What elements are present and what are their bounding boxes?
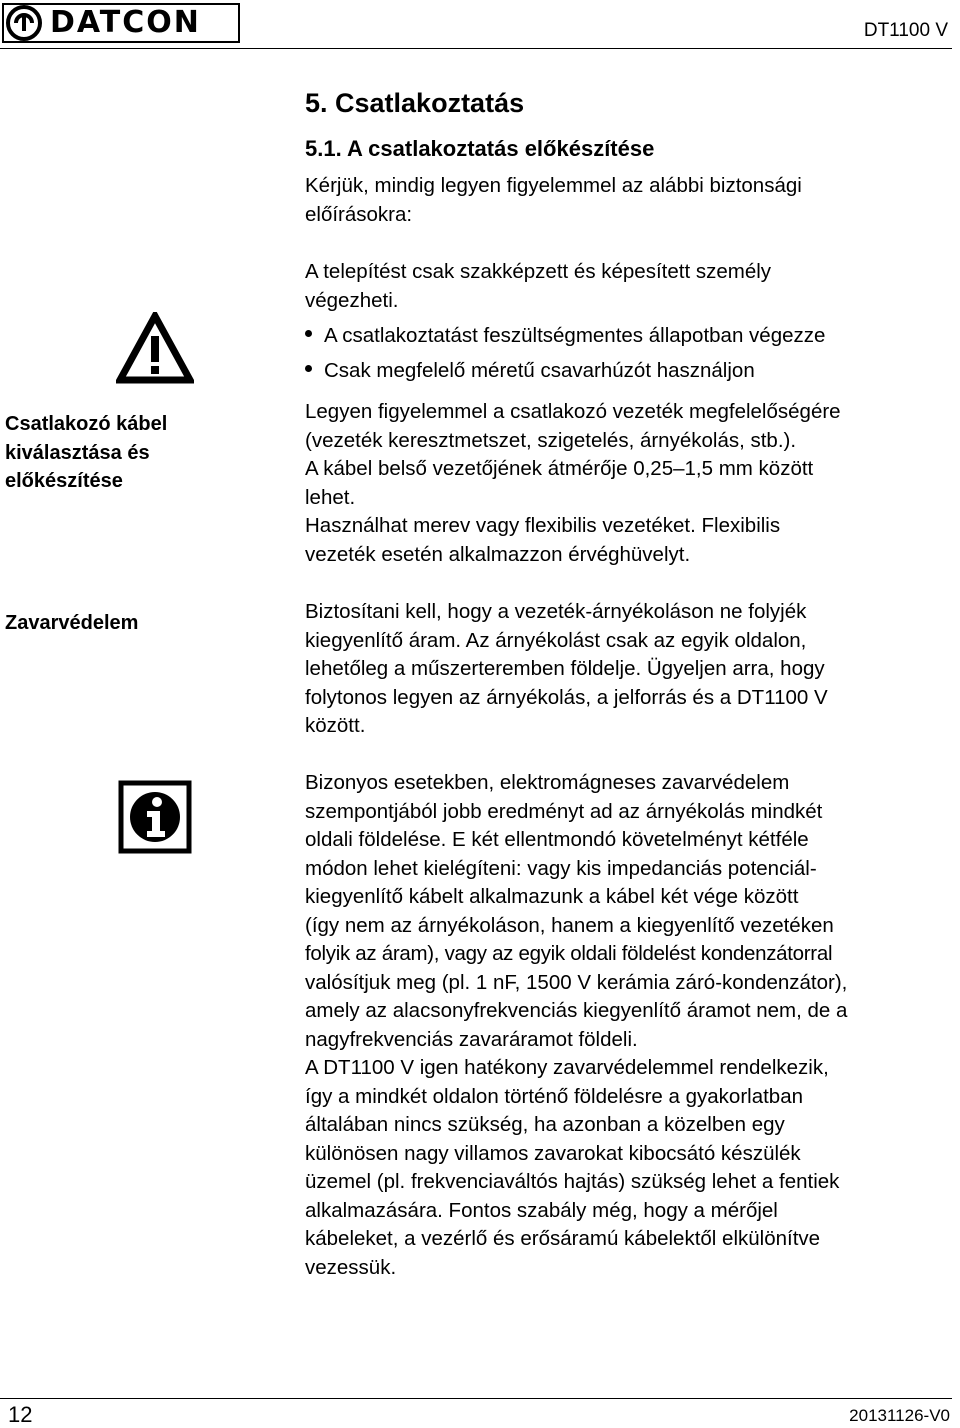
info-line: A DT1100 V igen hatékony zavarvédelemmel rendelkezik, [305, 1056, 829, 1079]
info-paragraph [305, 769, 960, 1282]
shield-line: kiegyenlítő áram. Az árnyékolást csak az egyik oldalon, [305, 628, 807, 652]
page-number: 12 [8, 1402, 33, 1427]
info-line: oldali földelése. E két ellentmondó követelményt kétféle [305, 828, 809, 851]
bullet-text: Csak megfelelő méretű csavarhúzót használjon [324, 359, 755, 382]
section-title: 5. Csatlakoztatás [305, 88, 525, 118]
safety-bullet [305, 357, 755, 385]
bullet-text: A csatlakoztatást feszültségmentes állapotban végezze [324, 324, 826, 347]
info-line: módon lehet kielégíteni: vagy kis impedanciás potenciál- [305, 856, 817, 880]
cable-paragraph [305, 398, 960, 569]
intro-line: előírásokra: [305, 202, 413, 226]
footer-divider [0, 1398, 952, 1399]
safety-line: A telepítést csak szakképzett és képesített személy [305, 260, 772, 283]
section-subtitle: 5.1. A csatlakoztatás előkészítése [305, 136, 655, 161]
info-line: (így nem az árnyékoláson, hanem a kiegyenlítő vezetéken [305, 913, 834, 937]
shield-line: lehetőleg a műszerteremben földelje. Ügyeljen arra, hogy [305, 657, 825, 680]
info-line: alkalmazására. Fontos szabály még, hogy a mérőjel [305, 1198, 778, 1222]
safety-paragraph [305, 258, 960, 315]
info-line: szempontjából jobb eredményt ad az árnyékolás mindkét [305, 799, 823, 823]
datcon-logo [2, 3, 240, 43]
safety-bullet [305, 322, 825, 350]
shield-paragraph [305, 598, 960, 741]
cable-heading-line: Csatlakozó kábel [5, 413, 168, 435]
info-icon [118, 780, 192, 854]
header-divider [0, 48, 952, 49]
cable-side-heading [5, 410, 167, 496]
logo-text: DATCON [50, 5, 201, 40]
doc-date: 20131126-V0 [849, 1406, 950, 1425]
info-line: valósítjuk meg (pl. 1 nF, 1500 V kerámia záró-kondenzátor), [305, 970, 848, 994]
cable-line: vezeték esetén alkalmazzon érvéghüvelyt. [305, 542, 691, 566]
shield-line: folytonos legyen az árnyékolás, a jelforrás és a DT1100 V [305, 685, 828, 709]
doc-id: DT1100 V [863, 20, 948, 41]
info-line: kábeleket, a vezérlő és erősáramú kábelektől elkülönítve [305, 1227, 821, 1250]
safety-line: végezheti. [305, 288, 399, 312]
intro-paragraph [305, 172, 960, 229]
cable-line: Használhat merev vagy flexibilis vezetéket. Flexibilis [305, 514, 781, 537]
bullet-dot [305, 365, 312, 372]
cable-line: (vezeték keresztmetszet, szigetelés, árnyékolás, stb.). [305, 428, 797, 452]
info-line: így a mindkét oldalon történő földelésre a gyakorlatban [305, 1084, 804, 1108]
shield-line: Biztosítani kell, hogy a vezeték-árnyékoláson ne folyjék [305, 600, 807, 623]
info-line: különösen nagy villamos zavarokat kibocsátó készülék [305, 1141, 801, 1165]
info-line: üzemel (pl. frekvenciaváltós hajtás) szükség lehet a fentiek [305, 1170, 840, 1193]
bullet-dot [305, 330, 312, 337]
cable-heading-line: előkészítése [5, 470, 123, 492]
cable-heading-line: kiválasztása és [5, 441, 150, 464]
info-line: vezessük. [305, 1255, 397, 1279]
info-line: Bizonyos esetekben, elektromágneses zavarvédelem [305, 771, 790, 794]
cable-line: A kábel belső vezetőjének átmérője 0,25–1,5 mm között [305, 457, 814, 480]
shield-side-heading: Zavarvédelem [5, 612, 139, 634]
intro-line: Kérjük, mindig legyen figyelemmel az alábbi biztonsági [305, 174, 802, 197]
info-line: nagyfrekvenciás zavaráramot földeli. [305, 1027, 638, 1051]
cable-line: Legyen figyelemmel a csatlakozó vezeték megfelelőségére [305, 400, 841, 423]
info-line: kiegyenlítő kábelt alkalmazunk a kábel két vége között [305, 885, 799, 908]
info-line: általában nincs szükség, ha azonban a közelben egy [305, 1113, 785, 1136]
shield-line: között. [305, 714, 366, 737]
datcon-logo-icon [6, 5, 42, 41]
info-line: amely az alacsonyfrekvenciás kiegyenlítő áramot nem, de a [305, 999, 848, 1022]
cable-line: lehet. [305, 485, 356, 509]
warning-triangle-icon [116, 312, 194, 384]
info-line: folyik az áram), vagy az egyik oldali földelést kondenzátorral [305, 942, 833, 965]
